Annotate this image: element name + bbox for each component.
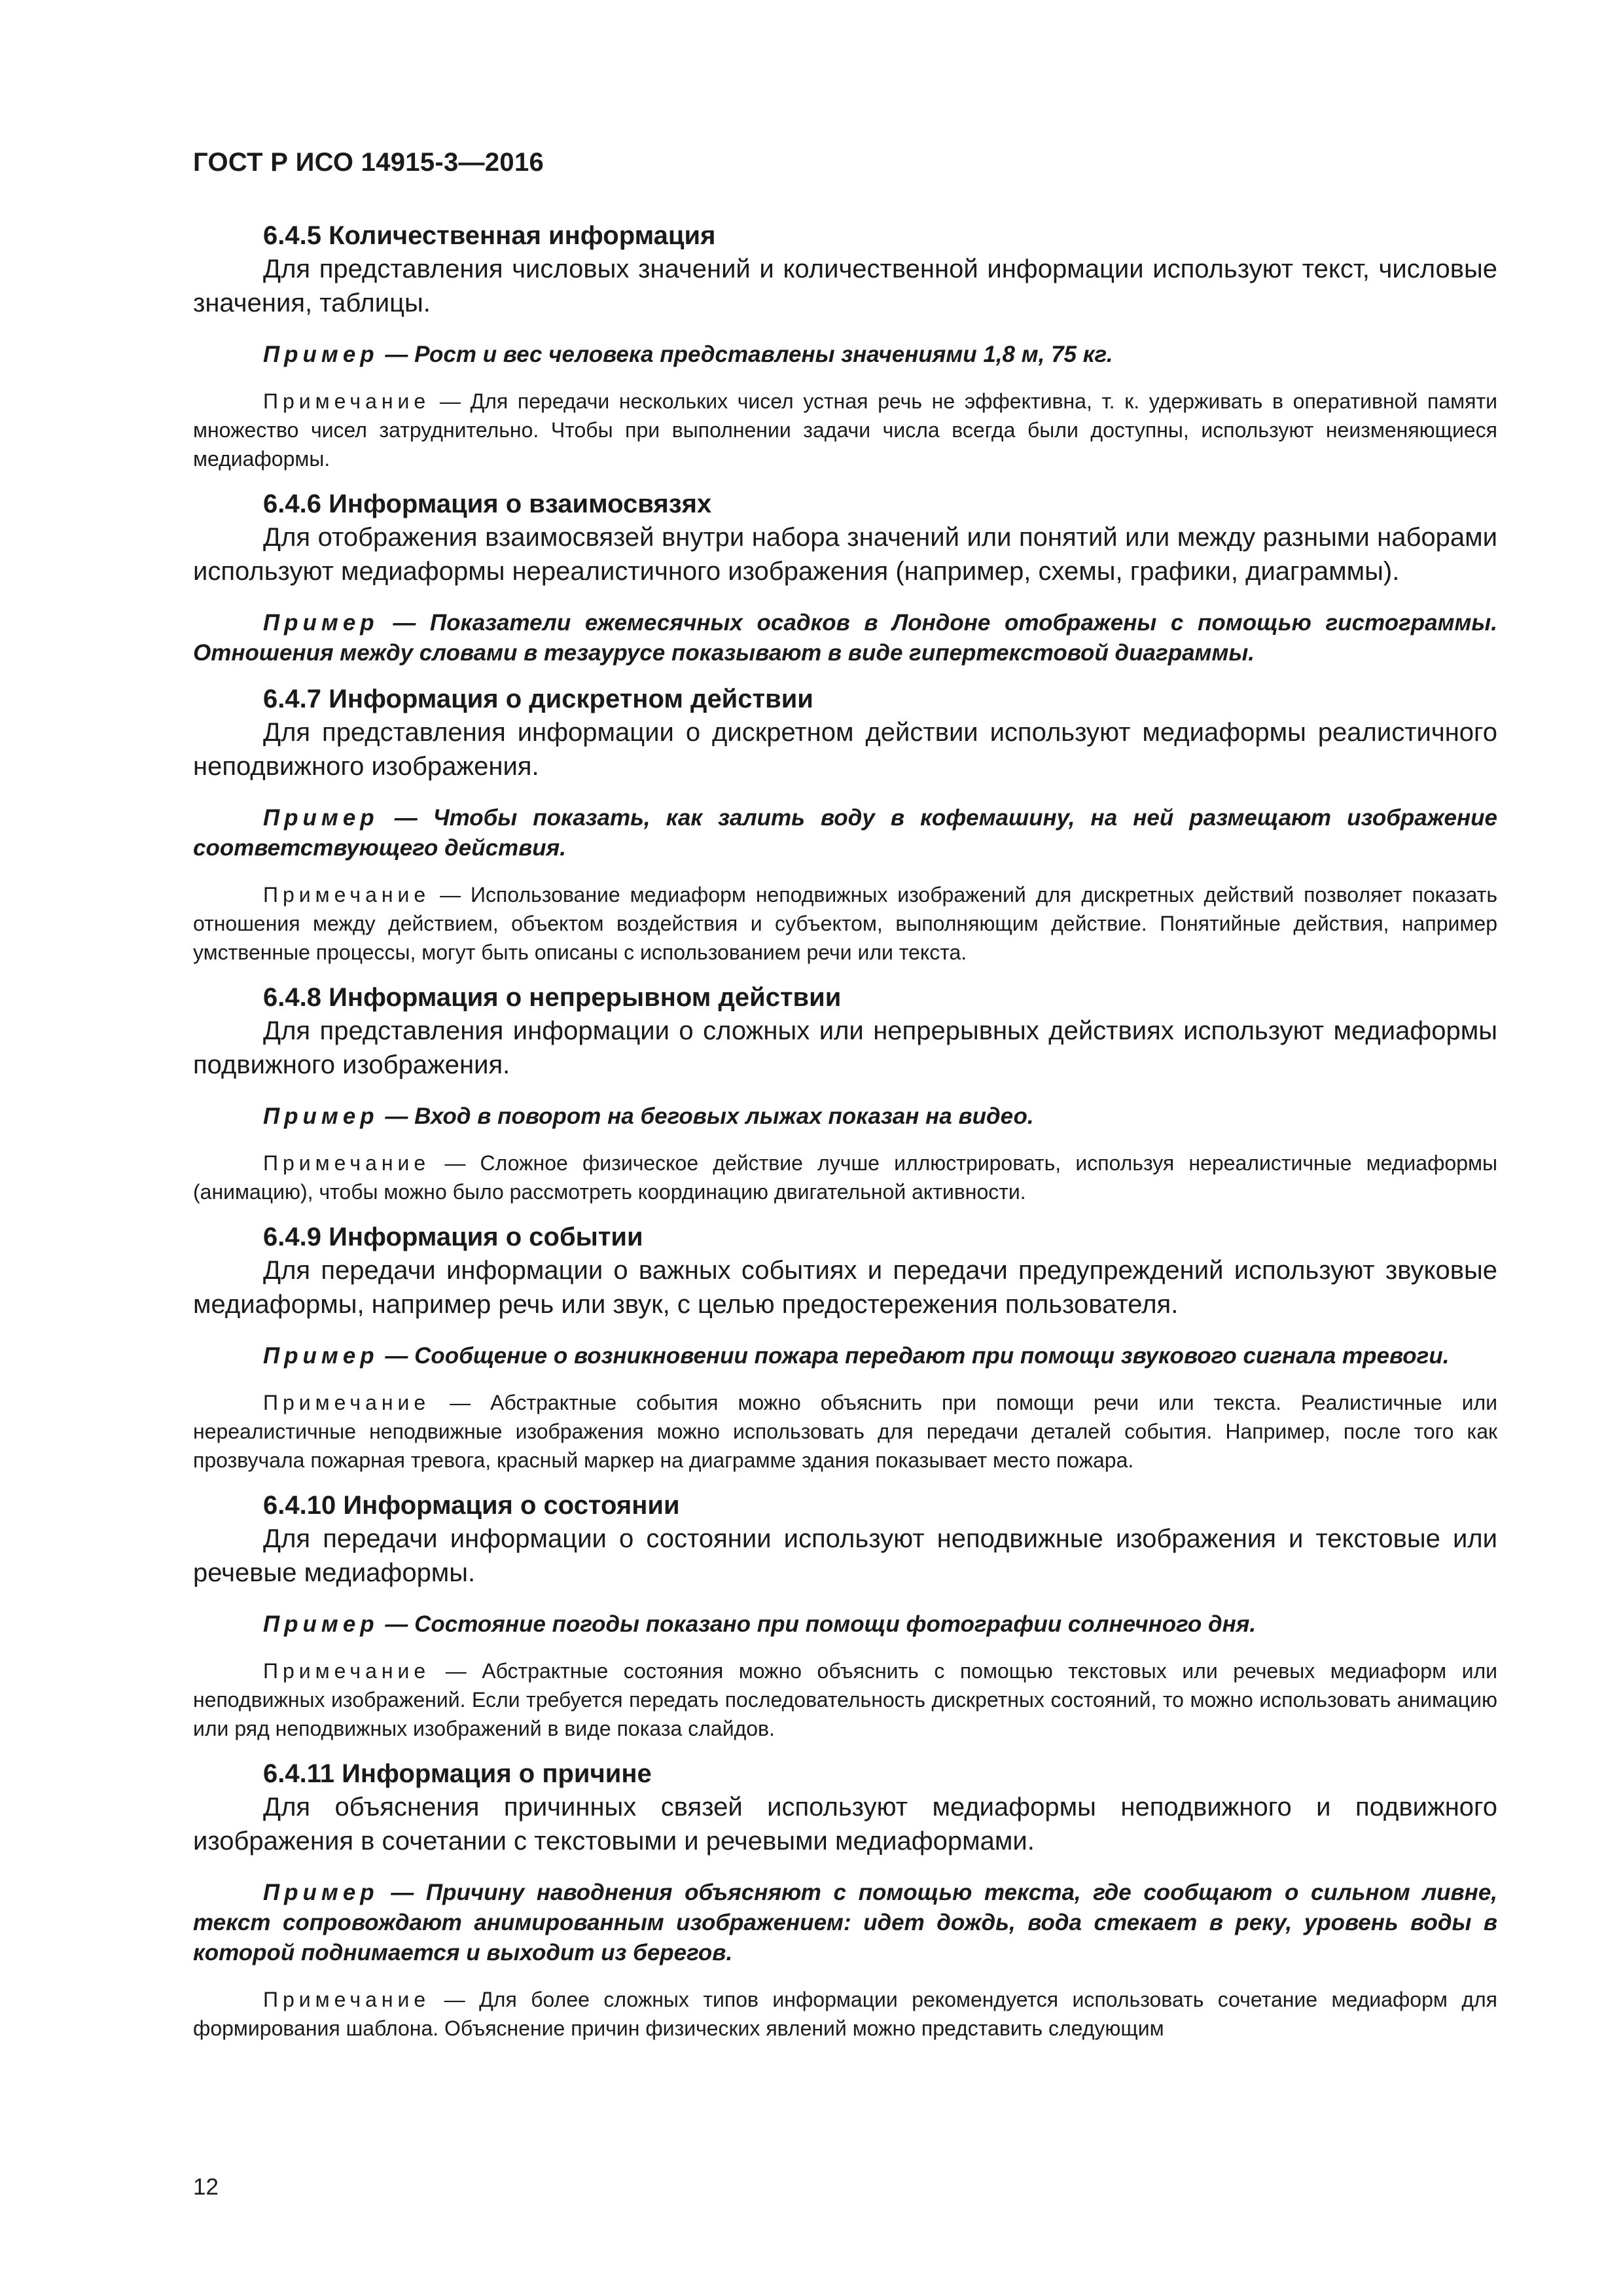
section-text: Для отображения взаимосвязей внутри набора значений или понятий или между разными наборами используют медиаформы нереалистичного изображения (например, схемы, графики, диаграммы). [193, 523, 1497, 586]
note-paragraph [193, 1985, 1497, 2043]
example-text: Вход в поворот на беговых лыжах показан на видео. [414, 1103, 1034, 1129]
document-header: ГОСТ Р ИСО 14915-3—2016 [193, 148, 544, 177]
dash: — [430, 1659, 482, 1683]
note-label: Примечание [263, 389, 431, 413]
example-text: Чтобы показать, как залить воду в кофемашину, на ней размещают изображение соответствующего действия. [193, 805, 1497, 861]
dash: — [430, 1151, 480, 1175]
dash: — [378, 1880, 426, 1905]
note-text: Абстрактные состояния можно объяснить с помощью текстовых или речевых медиаформ или неподвижных изображений. Если требуется передать последовательность дискретных состояний, то можно использовать анимацию или ряд неподвижных изображений в виде показа слайдов. [193, 1659, 1498, 1740]
note-text: Абстрактные события можно объяснить при помощи речи или текста. Реалистичные или нереалистичные неподвижные изображения можно использовать для передачи деталей события. Например, после того как прозвучала пожарная тревога, красный маркер на диаграмме здания показывает место пожара. [193, 1391, 1498, 1472]
section-text: Для передачи информации о важных событиях и передачи предупреждений используют звуковые медиаформы, например речь или звук, с целью предостережения пользователя. [193, 1256, 1497, 1319]
dash: — [378, 1343, 415, 1369]
section-heading: 6.4.5 Количественная информация [263, 221, 716, 250]
example-label: Пример [263, 1611, 379, 1637]
section [193, 683, 1497, 967]
example-paragraph [193, 1609, 1497, 1640]
example-text: Рост и вес человека представлены значениями 1,8 м, 75 кг. [414, 342, 1113, 367]
note-label: Примечание [263, 1151, 431, 1175]
note-paragraph [193, 880, 1497, 967]
dash: — [430, 1988, 480, 2011]
section-text: Для представления информации о дискретном действии используют медиаформы реалистичного неподвижного изображения. [193, 718, 1497, 781]
dash: — [378, 610, 430, 636]
dash: — [378, 1103, 415, 1129]
section [193, 1221, 1497, 1475]
example-label: Пример [263, 610, 379, 636]
section-heading: 6.4.7 Информация о дискретном действии [263, 685, 813, 713]
dash: — [378, 805, 433, 831]
example-paragraph [193, 1878, 1497, 1968]
example-label: Пример [263, 342, 379, 367]
dash: — [430, 1391, 491, 1414]
example-text: Состояние погоды показано при помощи фотографии солнечного дня. [414, 1611, 1257, 1637]
dash: — [430, 883, 471, 906]
example-paragraph [193, 608, 1497, 668]
note-text: Для более сложных типов информации рекомендуется использовать сочетание медиаформ для формирования шаблона. Объяснение причин физических явлений можно представить следующим [193, 1988, 1498, 2040]
sections-list [193, 219, 1497, 2043]
example-label: Пример [263, 1343, 379, 1369]
note-text: Сложное физическое действие лучше иллюстрировать, используя нереалистичные медиаформы (анимацию), чтобы можно было рассмотреть координацию двигательной активности. [193, 1151, 1498, 1204]
example-paragraph [193, 1341, 1497, 1371]
section-text: Для передачи информации о состоянии используют неподвижные изображения и текстовые или речевые медиаформы. [193, 1524, 1497, 1587]
example-text: Причину наводнения объясняют с помощью текста, где сообщают о сильном ливне, текст сопровождают анимированным изображением: идет дождь, вода стекает в реку, уровень воды в которой поднимается и выходит из берегов. [193, 1880, 1498, 1965]
example-label: Пример [263, 1103, 379, 1129]
dash: — [378, 342, 415, 367]
note-label: Примечание [263, 1988, 431, 2011]
example-paragraph [193, 340, 1497, 370]
section [193, 219, 1497, 473]
section-text: Для объяснения причинных связей используют медиаформы неподвижного и подвижного изображения в сочетании с текстовыми и речевыми медиаформами. [193, 1793, 1497, 1856]
page-number: 12 [193, 2174, 219, 2200]
note-label: Примечание [263, 883, 431, 906]
example-paragraph [193, 1102, 1497, 1132]
note-text: Использование медиаформ неподвижных изображений для дискретных действий позволяет показать отношения между действием, объектом воздействия и субъектом, выполняющим действие. Понятийные действия, например умственные процессы, могут быть описаны с использованием речи или текста. [193, 883, 1498, 964]
section [193, 1489, 1497, 1743]
section-text: Для представления информации о сложных или непрерывных действиях используют медиаформы подвижного изображения. [193, 1016, 1497, 1079]
section-heading: 6.4.9 Информация о событии [263, 1223, 643, 1251]
section-heading: 6.4.8 Информация о непрерывном действии [263, 983, 842, 1012]
note-text: Для передачи нескольких чисел устная речь не эффективна, т. к. удерживать в оперативной памяти множество чисел затруднительно. Чтобы при выполнении задачи числа всегда были доступны, используют неизменяющиеся медиаформы. [193, 389, 1498, 471]
section [193, 1757, 1497, 2043]
dash: — [430, 389, 471, 413]
note-paragraph [193, 1149, 1497, 1206]
note-paragraph [193, 1657, 1497, 1743]
section-text: Для представления числовых значений и количественной информации используют текст, числовые значения, таблицы. [193, 255, 1497, 317]
document-body [193, 219, 1497, 2043]
note-paragraph [193, 387, 1497, 473]
example-text: Сообщение о возникновении пожара передают при помощи звукового сигнала тревоги. [414, 1343, 1450, 1369]
section-heading: 6.4.10 Информация о состоянии [263, 1491, 680, 1520]
section-heading: 6.4.6 Информация о взаимосвязях [263, 490, 712, 518]
note-label: Примечание [263, 1659, 431, 1683]
example-label: Пример [263, 805, 379, 831]
section-heading: 6.4.11 Информация о причине [263, 1759, 652, 1788]
dash: — [378, 1611, 415, 1637]
section [193, 488, 1497, 668]
example-text: Показатели ежемесячных осадков в Лондоне отображены с помощью гистограммы. Отношения между словами в тезаурусе показывают в виде гипертекстовой диаграммы. [193, 610, 1497, 666]
example-label: Пример [263, 1880, 379, 1905]
note-label: Примечание [263, 1391, 431, 1414]
example-paragraph [193, 803, 1497, 863]
section [193, 981, 1497, 1206]
note-paragraph [193, 1388, 1497, 1475]
